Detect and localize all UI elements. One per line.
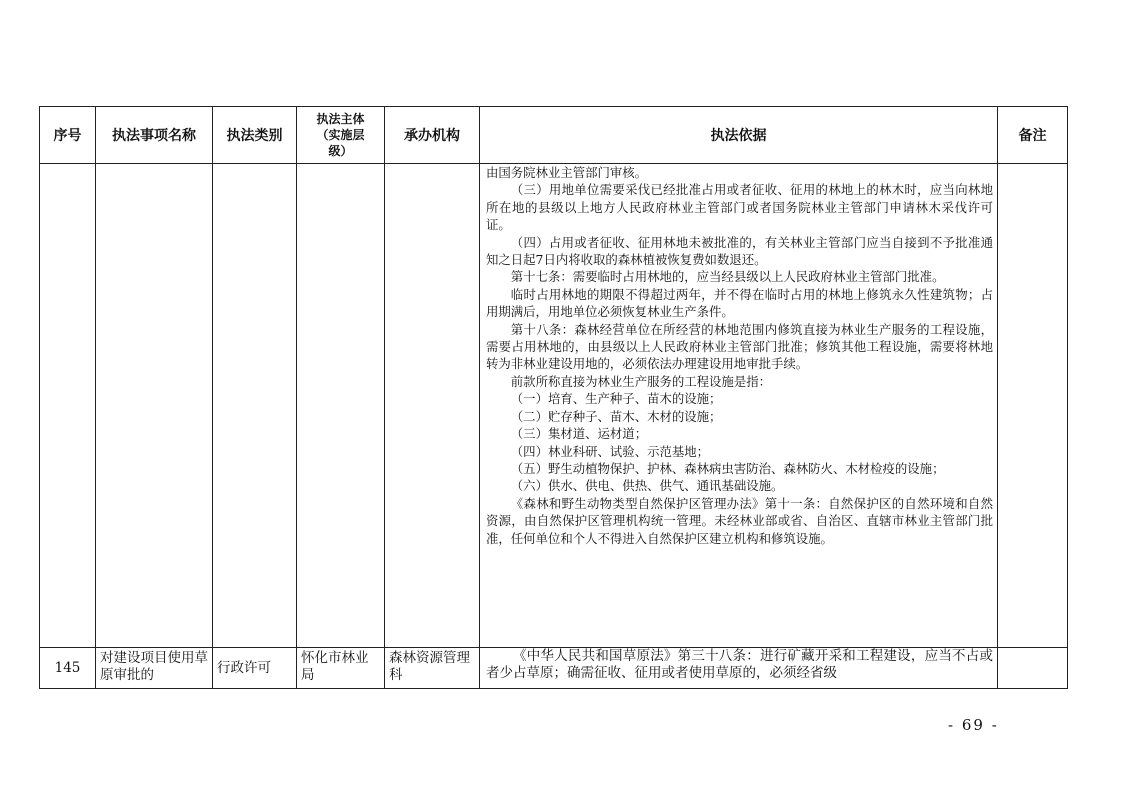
header-category: 执法类别	[213, 107, 297, 164]
header-subject-line2: （实施层	[316, 128, 365, 142]
cell-subject: 怀化市林业局	[297, 648, 385, 689]
cell-category-empty	[213, 164, 297, 648]
basis-paragraph: 第十八条：森林经营单位在所经营的林地范围内修筑直接为林业生产服务的工程设施，需要占用林地的，由县级以上人民政府林业主管部门批准；修筑其他工程设施，需要将林地转为非林业建设用地的，必须依法办理建设用地审批手续。	[486, 321, 993, 372]
basis-paragraph: （六）供水、供电、供热、供气、通讯基础设施。	[510, 478, 784, 494]
header-subject	[297, 107, 385, 164]
basis-paragraph: （四）占用或者征收、征用林地未被批准的，有关林业主管部门应当自接到不予批准通知之日起7日内将收取的森林植被恢复费如数退还。	[486, 234, 993, 268]
header-basis: 执法依据	[480, 107, 998, 164]
page-number: - 69 -	[948, 716, 999, 734]
basis-paragraph: （四）林业科研、试验、示范基地；	[510, 443, 710, 459]
basis-paragraph: （二）贮存种子、苗木、木材的设施；	[510, 408, 722, 424]
cell-subject-empty	[297, 164, 385, 648]
header-agency: 承办机构	[385, 107, 480, 164]
header-item-name: 执法事项名称	[96, 107, 213, 164]
cell-agency-empty	[385, 164, 480, 648]
basis-paragraph: 第十七条：需要临时占用林地的，应当经县级以上人民政府林业主管部门批准。	[510, 269, 945, 285]
basis-paragraph: （三）集材道、运材道；	[510, 426, 648, 442]
table-row-continued	[40, 164, 1068, 648]
cell-name-empty	[96, 164, 213, 648]
basis-paragraph: 临时占用林地的期限不得超过两年，并不得在临时占用的林地上修筑永久性建筑物；占用期满后，用地单位必须恢复林业生产条件。	[486, 286, 993, 320]
basis-paragraph: 前款所称直接为林业生产服务的工程设施是指：	[510, 373, 771, 389]
basis-paragraph: （五）野生动植物保护、护林、森林病虫害防治、森林防火、木材检疫的设施；	[510, 460, 945, 476]
cell-seq-empty	[40, 164, 96, 648]
cell-remarks	[998, 648, 1068, 689]
enforcement-items-table	[39, 106, 1068, 689]
cell-item-name: 对建设项目使用草原审批的	[96, 648, 213, 689]
cell-seq: 145	[40, 648, 96, 689]
table-row-145	[40, 648, 1068, 689]
cell-basis: 《中华人民共和国草原法》第三十八条：进行矿藏开采和工程建设，应当不占或者少占草原；确需征收、征用或者使用草原的，必须经省级	[480, 648, 998, 689]
basis-paragraph: 由国务院林业主管部门审核。	[486, 165, 648, 180]
cell-remarks-empty	[998, 164, 1068, 648]
cell-basis-continued	[480, 164, 998, 648]
basis-paragraph: 《森林和野生动物类型自然保护区管理办法》第十一条：自然保护区的自然环境和自然资源，由自然保护区管理机构统一管理。未经林业部或省、自治区、直辖市林业主管部门批准，任何单位和个人不得进入自然保护区建立机构和修筑设施。	[486, 495, 993, 546]
header-subject-line3: 级）	[328, 144, 353, 158]
table-header-row	[40, 107, 1068, 164]
cell-agency: 森林资源管理科	[385, 648, 480, 689]
basis-paragraph: （一）培育、生产种子、苗木的设施；	[510, 391, 722, 407]
cell-category: 行政许可	[213, 648, 297, 689]
header-subject-line1: 执法主体	[316, 112, 365, 126]
basis-paragraph: （三）用地单位需要采伐已经批准占用或者征收、征用的林地上的林木时，应当向林地所在地的县级以上地方人民政府林业主管部门或者国务院林业主管部门申请林木采伐许可证。	[486, 182, 993, 233]
header-seq: 序号	[40, 107, 96, 164]
header-remarks: 备注	[998, 107, 1068, 164]
